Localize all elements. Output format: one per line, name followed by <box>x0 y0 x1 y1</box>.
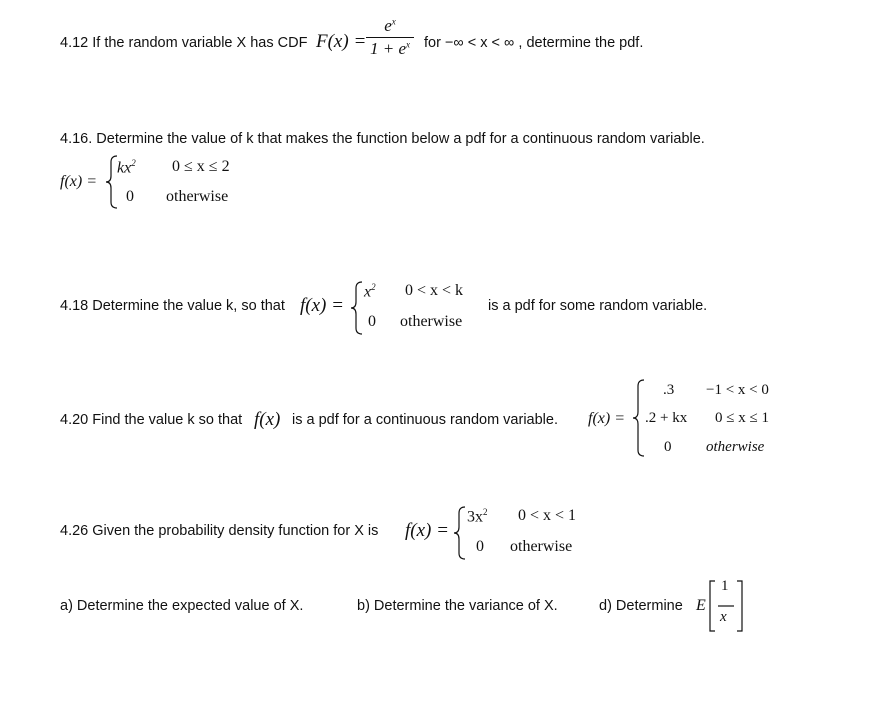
problem-4-20-case2-cond: 0 ≤ x ≤ 1 <box>715 410 769 426</box>
problem-4-16-case2-expr: 0 <box>126 188 134 205</box>
problem-4-12-text: 4.12 If the random variable X has CDF <box>60 35 308 51</box>
problem-4-18-brace <box>350 280 364 336</box>
problem-4-20-case3-expr: 0 <box>664 439 672 455</box>
problem-4-26-brace <box>453 505 467 561</box>
problem-4-26-case2-cond: otherwise <box>510 538 573 555</box>
problem-4-26-lhs: f(x) = <box>405 520 449 541</box>
problem-4-16-case1-cond: 0 ≤ x ≤ 2 <box>172 158 230 175</box>
problem-4-16-lhs: f(x) = <box>60 173 97 190</box>
denominator-exponent: x <box>406 39 411 50</box>
numerator-base: e <box>384 16 392 35</box>
denominator-base: 1 + e <box>370 39 407 58</box>
problem-4-18-case2-expr: 0 <box>368 313 376 330</box>
problem-4-20-lhs: f(x) = <box>588 410 625 427</box>
problem-4-16-text: 4.16. Determine the value of k that makes the function below a pdf for a continuous random variable. <box>60 131 705 147</box>
problem-4-18-case1-cond: 0 < x < k <box>405 282 464 299</box>
problem-4-16-case2-cond: otherwise <box>166 188 229 205</box>
expectation-fraction-denominator: x <box>720 609 727 625</box>
problem-4-18-text: 4.18 Determine the value k, so that <box>60 298 285 314</box>
part-b-text: b) Determine the variance of X. <box>357 598 558 614</box>
numerator-exponent: x <box>391 16 396 27</box>
problem-4-20-case3-cond: otherwise <box>706 439 765 455</box>
problem-4-20-text: 4.20 Find the value k so that <box>60 412 243 428</box>
problem-4-20-brace <box>632 378 646 458</box>
problem-4-12-domain: for −∞ < x < ∞ , determine the pdf. <box>424 35 644 51</box>
problem-4-18-lhs: f(x) = <box>300 295 344 316</box>
problem-4-12-lhs: F(x) = <box>316 31 367 52</box>
problem-4-18-case1-expr: $x^2$ <box>364 282 376 301</box>
problem-4-20-case2-expr: .2 + kx <box>645 410 688 426</box>
problem-4-26-text: 4.26 Given the probability density function for X is <box>60 523 379 539</box>
part-d-text: d) Determine <box>599 598 683 614</box>
problem-4-26-case1-expr: $3x^2$ <box>467 507 488 526</box>
expectation-operator: E <box>696 597 706 614</box>
problem-4-18-suffix: is a pdf for some random variable. <box>488 298 708 314</box>
problem-4-20-text2: is a pdf for a continuous random variable. <box>292 412 558 428</box>
expectation-fraction-numerator: 1 <box>721 578 729 594</box>
problem-4-20-case1-cond: −1 < x < 0 <box>706 382 769 398</box>
problem-4-20-case1-expr: .3 <box>663 382 675 398</box>
part-a-text: a) Determine the expected value of X. <box>60 598 304 614</box>
problem-4-16-case1-expr: $kx^2$ <box>117 158 136 177</box>
problem-4-20-fx: f(x) <box>254 409 281 430</box>
problem-4-26-case1-cond: 0 < x < 1 <box>518 507 577 524</box>
problem-4-18-case2-cond: otherwise <box>400 313 463 330</box>
problem-4-26-case2-expr: 0 <box>476 538 484 555</box>
problem-4-12-fraction <box>366 16 414 59</box>
